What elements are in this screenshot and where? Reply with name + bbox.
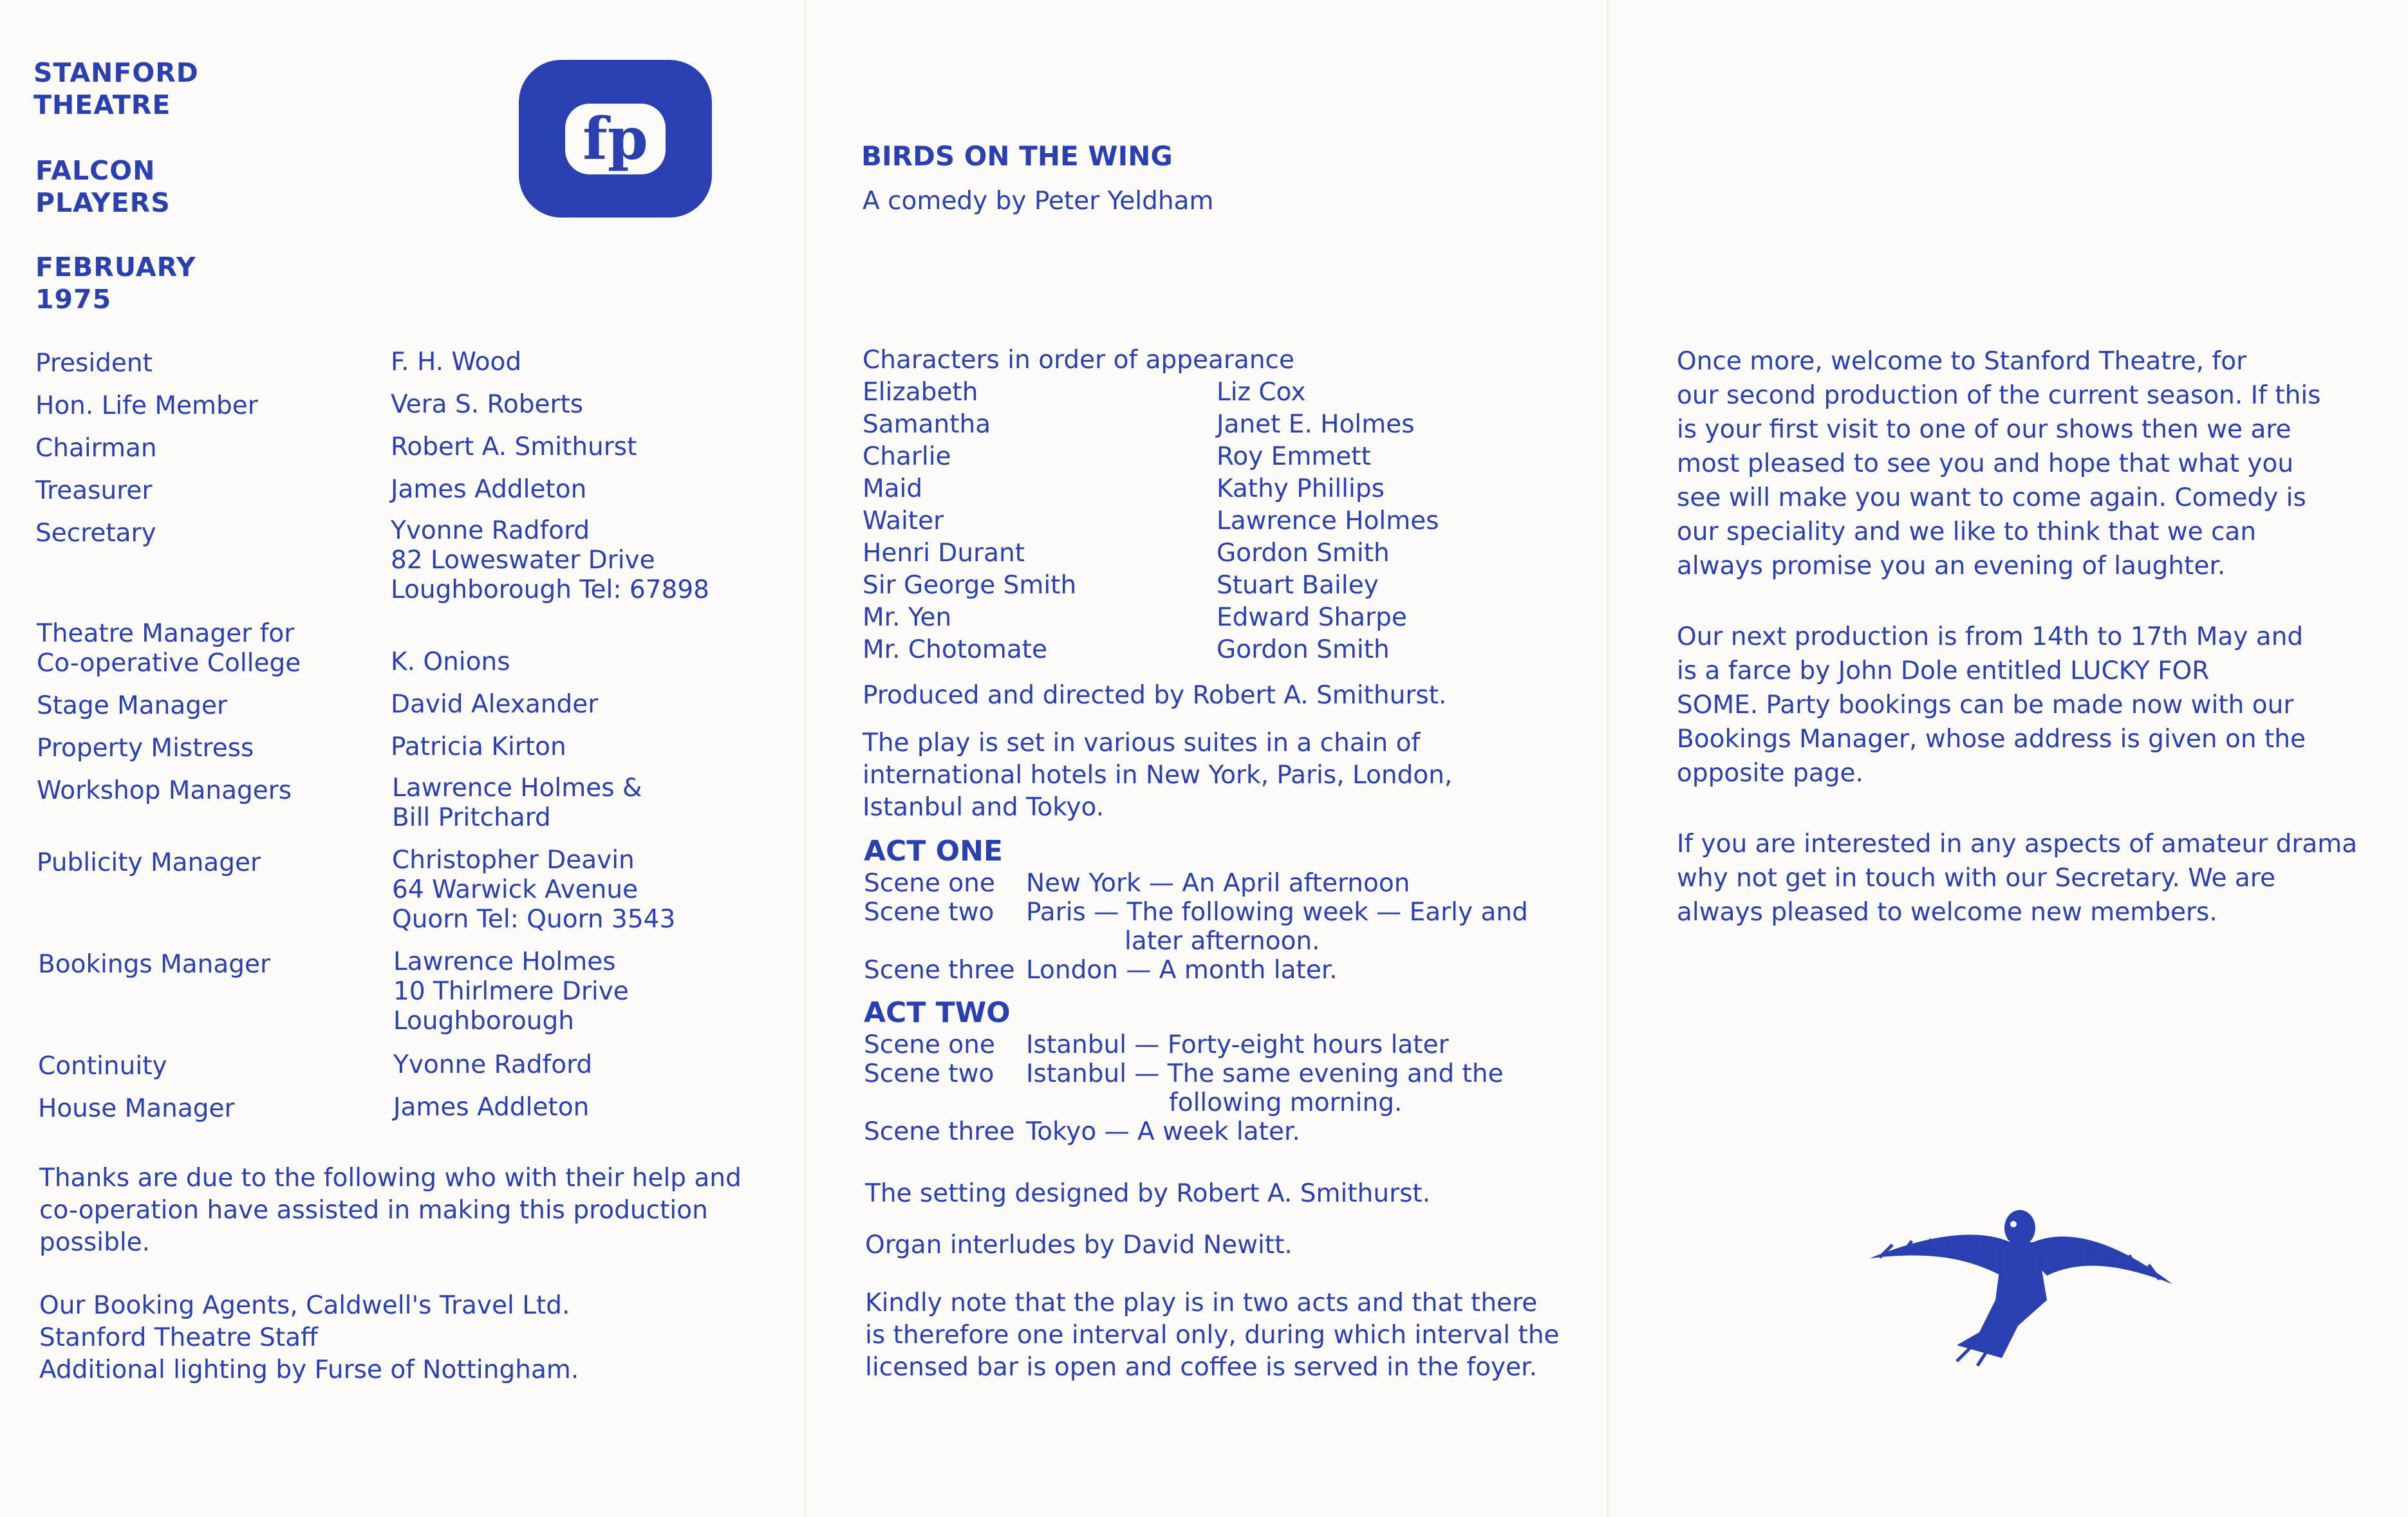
- act-two-heading: ACT TWO: [864, 996, 1011, 1029]
- officer-role: President: [35, 349, 153, 378]
- character-name: Maid: [863, 474, 923, 503]
- character-name: Charlie: [863, 442, 951, 471]
- officer-role: Workshop Managers: [37, 776, 292, 805]
- interval-note: Kindly note that the play is in two acts and that there is therefore one interval only, during which interval the licensed bar is open and coffee is served in the foyer.: [865, 1289, 1560, 1382]
- panel-divider-right: [1607, 0, 1609, 1517]
- next-production-paragraph: Our next production is from 14th to 17th May and is a farce by John Dole entitled LUCKY FOR SOME. Party bookings can be made now with our Bookings Manager, whose address is given on the opposite page.: [1677, 622, 2306, 788]
- play-subtitle: A comedy by Peter Yeldham: [863, 187, 1214, 216]
- actor-name: Edward Sharpe: [1217, 603, 1407, 632]
- producer-credit: Produced and directed by Robert A. Smithurst.: [863, 681, 1447, 710]
- act-one-descriptions: New York — An April afternoon Paris — The following week — Early and later afternoon. London — A month later.: [1026, 869, 1528, 985]
- join-paragraph: If you are interested in any aspects of amateur drama why not get in touch with our Secretary. We are always pleased to welcome new members.: [1677, 830, 2358, 927]
- thanks-list: Our Booking Agents, Caldwell's Travel Ltd. Stanford Theatre Staff Additional lighting by Furse of Nottingham.: [39, 1291, 579, 1384]
- officer-name: K. Onions: [391, 647, 510, 676]
- cast-actors: [1217, 377, 1439, 666]
- officer-name: Lawrence Holmes 10 Thirlmere Drive Loughborough: [393, 947, 629, 1036]
- cast-characters: [863, 377, 1076, 666]
- panel-divider-left: [805, 0, 806, 1517]
- character-name: Waiter: [863, 507, 944, 535]
- falcon-players-logo: [519, 60, 712, 218]
- character-name: Mr. Chotomate: [863, 635, 1048, 664]
- officer-role: Secretary: [35, 519, 156, 548]
- falcon-icon: [1867, 1204, 2176, 1368]
- character-name: Samantha: [863, 410, 991, 439]
- officer-role: Property Mistress: [37, 734, 254, 763]
- officer-role: Theatre Manager for Co-operative College: [37, 619, 301, 678]
- act-two-descriptions: Istanbul — Forty-eight hours later Istanbul — The same evening and the following morning. Tokyo — A week later.: [1026, 1030, 1504, 1146]
- act-two-scenes: Scene one Scene two Scene three: [864, 1030, 1015, 1146]
- officer-role: Stage Manager: [37, 691, 228, 720]
- play-title: BIRDS ON THE WING: [861, 140, 1173, 172]
- officer-role: Publicity Manager: [37, 848, 261, 877]
- logo-monogram: fp: [565, 104, 666, 174]
- act-one-scenes: Scene one Scene two Scene three: [864, 869, 1015, 985]
- officer-role: Chairman: [35, 434, 157, 463]
- actor-name: Roy Emmett: [1217, 442, 1371, 471]
- officer-name: Christopher Deavin 64 Warwick Avenue Quorn Tel: Quorn 3543: [392, 846, 676, 934]
- officer-name: Robert A. Smithurst: [391, 433, 637, 461]
- officer-name: Yvonne Radford: [393, 1050, 593, 1079]
- officer-name: Vera S. Roberts: [391, 390, 584, 419]
- thanks-intro: Thanks are due to the following who with their help and co-operation have assisted in making this production possible.: [39, 1164, 742, 1257]
- officer-role: Bookings Manager: [38, 950, 271, 979]
- character-name: Sir George Smith: [863, 571, 1077, 600]
- officer-name: James Addleton: [393, 1093, 590, 1122]
- act-one-heading: ACT ONE: [864, 835, 1003, 868]
- officer-name: F. H. Wood: [391, 348, 522, 377]
- officer-role: Treasurer: [35, 476, 153, 505]
- setting-description: The play is set in various suites in a chain of international hotels in New York, Paris, London, Istanbul and Tokyo.: [863, 729, 1453, 822]
- officer-role: Continuity: [38, 1052, 167, 1081]
- actor-name: Gordon Smith: [1217, 635, 1390, 664]
- character-name: Mr. Yen: [863, 603, 952, 632]
- officer-name: Lawrence Holmes & Bill Pritchard: [392, 774, 642, 832]
- actor-name: Janet E. Holmes: [1217, 410, 1415, 439]
- actor-name: Liz Cox: [1217, 378, 1306, 407]
- officer-name: Yvonne Radford 82 Loweswater Drive Loughborough Tel: 67898: [391, 516, 709, 604]
- actor-name: Lawrence Holmes: [1217, 507, 1439, 535]
- company-name: FALCON PLAYERS: [35, 155, 171, 218]
- set-design-credit: The setting designed by Robert A. Smithurst.: [865, 1179, 1431, 1208]
- actor-name: Gordon Smith: [1217, 539, 1390, 568]
- character-name: Henri Durant: [863, 539, 1025, 568]
- welcome-paragraph: Once more, welcome to Stanford Theatre, for our second production of the current season. If this is your first visit to one of our shows then we are most pleased to see you and hope that what you see will make you want to come again. Comedy is our speciality and we like to think that we can always promise you an evening of laughter.: [1677, 347, 2321, 581]
- organ-credit: Organ interludes by David Newitt.: [865, 1231, 1293, 1260]
- officer-name: Patricia Kirton: [391, 732, 566, 761]
- actor-name: Kathy Phillips: [1217, 474, 1385, 503]
- actor-name: Stuart Bailey: [1217, 571, 1379, 600]
- officer-role: Hon. Life Member: [35, 391, 258, 420]
- cast-heading: Characters in order of appearance: [863, 346, 1294, 375]
- officer-role: House Manager: [38, 1094, 235, 1123]
- officer-name: James Addleton: [391, 475, 587, 504]
- officer-name: David Alexander: [391, 690, 599, 719]
- performance-date: FEBRUARY 1975: [35, 252, 196, 315]
- character-name: Elizabeth: [863, 378, 978, 407]
- theatre-name: STANFORD THEATRE: [33, 57, 199, 120]
